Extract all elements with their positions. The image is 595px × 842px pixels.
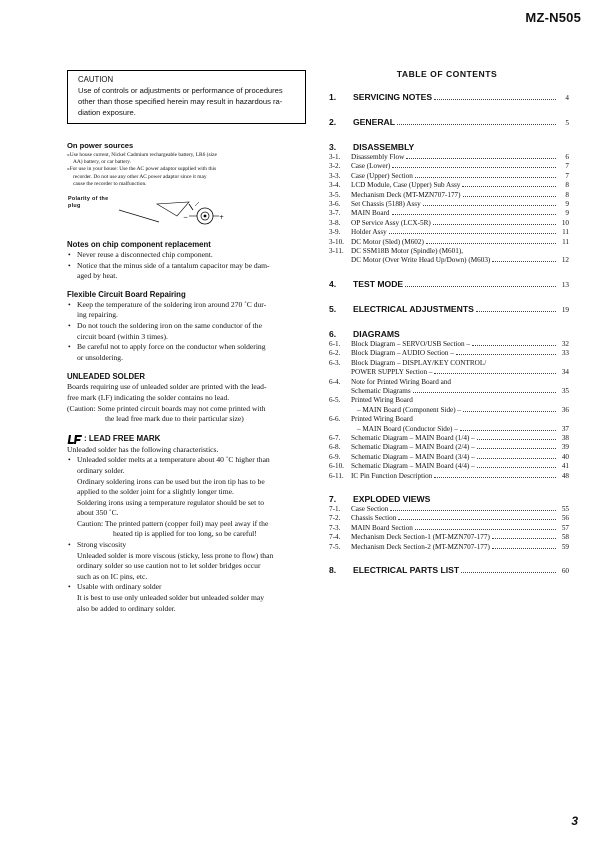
toc-item[interactable]: 6-7. Schematic Diagram – MAIN Board (1/4) – 38 — [329, 433, 569, 442]
list-item: • Unleaded solder melts at a temperature about 40 ˚C higher than ordinary solder. — [67, 455, 307, 476]
toc-exploded-items — [329, 505, 569, 552]
power-source-item: »Use house current, Nickel Cadmium rechargeable battery, LR6 (size AA) battery, or car battery. — [67, 152, 217, 166]
toc-item[interactable]: – MAIN Board (Conductor Side) – 37 — [357, 424, 569, 433]
polarity-figure — [67, 192, 307, 232]
toc-item[interactable]: 3-7. MAIN Board 9 — [329, 209, 569, 218]
flex-board-list — [67, 300, 307, 364]
caution-box — [67, 70, 306, 124]
plug-polarity-icon — [119, 192, 229, 232]
caution-title: CAUTION — [78, 75, 114, 84]
toc-section[interactable]: 8. ELECTRICAL PARTS LIST 60 — [329, 565, 569, 575]
toc-item[interactable]: 7-4. Mechanism Deck Section-1 (MT-MZN707-177) 58 — [329, 533, 569, 542]
toc-title: TABLE OF CONTENTS — [396, 69, 498, 79]
list-item: • Never reuse a disconnected chip component. — [67, 250, 307, 261]
power-sources-title: On power sources — [67, 141, 134, 150]
list-item: • Keep the temperature of the soldering iron around 270 ˚C dur- ing repairing. — [67, 300, 307, 321]
toc-section: 6. DIAGRAMS — [329, 328, 400, 339]
toc-item[interactable]: 7-3. MAIN Board Section 57 — [329, 523, 569, 532]
toc-item[interactable]: Schematic Diagrams 35 — [351, 386, 569, 395]
unleaded-text: Boards requiring use of unleaded solder are printed with the lead- free mark (LF) indicating the solder contains no lead. (Caution: Some printed circuit boards may not come printed with the lead free mark due to their particular size) — [67, 382, 267, 424]
chip-notes-list — [67, 250, 307, 282]
caution-line: diation exposure. — [78, 108, 136, 117]
toc-section[interactable]: 2. GENERAL 5 — [329, 117, 569, 127]
list-item: • Do not touch the soldering iron on the same conductor of the circuit board (within 3 times). — [67, 321, 307, 342]
power-sources-text — [67, 152, 217, 188]
toc-item[interactable]: 7-5. Mechanism Deck Section-2 (MT-MZN707-177) 59 — [329, 542, 569, 551]
toc-item[interactable]: POWER SUPPLY Section – 34 — [351, 368, 569, 377]
model-number: MZ-N505 — [525, 10, 581, 25]
toc-item[interactable]: 3-11. DC SSM18B Motor (Spindle) (M601), — [329, 247, 464, 256]
list-item: • Usable with ordinary solder — [67, 582, 307, 593]
toc-item[interactable]: 3-9. Holder Assy 11 — [329, 228, 569, 237]
toc-item[interactable]: 6-1. Block Diagram – SERVO/USB Section – 32 — [329, 339, 569, 348]
toc-item[interactable]: 3-3. Case (Upper) Section 7 — [329, 171, 569, 180]
toc — [329, 91, 569, 577]
lead-free-text: Unleaded solder has the following characteristics. • Unleaded solder melts at a temperature about 40 ˚C higher than ordinary solder. Ordinary soldering irons can be used but the iron tip has to be applied to the solder joint for a slightly longer time. Soldering irons using a temperature regulator should be set to about 350 ˚C. Caution: The printed pattern (copper foil) may peel away if the heated tip is applied for too long, so be careful! • Strong viscosity Unleaded solder is more viscous (sticky, less prone to flow) than ordinary solder so use caution not to let solder bridges occur such as on IC pins, etc. • Usable with ordinary solder It is best to use only unleaded solder but unleaded solder may also be added to ordinary solder. — [67, 445, 307, 615]
toc-section[interactable]: 1. SERVICING NOTES 4 — [329, 92, 569, 102]
toc-section: 7. EXPLODED VIEWS — [329, 493, 431, 504]
polarity-label: Polarity of the plug — [68, 196, 109, 210]
svg-text:+: + — [219, 214, 225, 222]
toc-item[interactable]: 3-2. Case (Lower) 7 — [329, 162, 569, 171]
list-item: • Be careful not to apply force on the conductor when soldering or unsoldering. — [67, 342, 307, 363]
toc-section[interactable]: 5. ELECTRICAL ADJUSTMENTS 19 — [329, 303, 569, 314]
list-item: • Notice that the minus side of a tantalum capacitor may be dam- aged by heat. — [67, 261, 307, 282]
toc-disassembly-items — [329, 153, 569, 266]
toc-item[interactable]: 3-10. DC Motor (Sled) (M602) 11 — [329, 237, 569, 246]
toc-item[interactable]: 6-2. Block Diagram – AUDIO Section – 33 — [329, 349, 569, 358]
toc-item[interactable]: 6-8. Schematic Diagram – MAIN Board (2/4) – 39 — [329, 443, 569, 452]
toc-diagrams-items — [329, 340, 569, 481]
unleaded-title: UNLEADED SOLDER — [67, 372, 145, 382]
chip-notes-title: Notes on chip component replacement — [67, 240, 211, 250]
toc-item[interactable]: 6-10. Schematic Diagram – MAIN Board (4/4) – 41 — [329, 462, 569, 471]
toc-item[interactable]: 3-1. Disassembly Flow 6 — [329, 153, 569, 161]
toc-item[interactable]: 3-6. Set Chassis (5188) Assy 9 — [329, 200, 569, 209]
toc-section: 3. DISASSEMBLY — [329, 142, 415, 152]
toc-section[interactable]: 4. TEST MODE 13 — [329, 278, 569, 289]
toc-item[interactable]: 6-3. Block Diagram – DISPLAY/KEY CONTROL/ — [329, 358, 487, 367]
caution-line: Use of controls or adjustments or performance of procedures — [78, 86, 283, 95]
page-number: 3 — [571, 814, 578, 828]
flex-board-title: Flexible Circuit Board Repairing — [67, 289, 186, 299]
toc-item[interactable]: 7-1. Case Section 55 — [329, 504, 569, 513]
toc-item[interactable]: 6-5. Printed Wiring Board — [329, 396, 413, 405]
lead-free-mark-icon — [67, 434, 83, 445]
toc-item[interactable]: 6-6. Printed Wiring Board — [329, 415, 413, 424]
caution-line: other than those specified herein may result in hazardous ra- — [78, 97, 283, 106]
svg-text:−: − — [183, 214, 189, 222]
list-item: • Strong viscosity — [67, 540, 307, 551]
toc-item[interactable]: 3-8. OP Service Assy (LCX-5R) 10 — [329, 218, 569, 227]
toc-item[interactable]: 3-4. LCD Module, Case (Upper) Sub Assy 8 — [329, 181, 569, 190]
toc-item[interactable]: 6-4. Note for Printed Wiring Board and — [329, 377, 451, 386]
power-source-item: »For use in your house: Use the AC power adaptor supplied with this recorder. Do not use any other AC power adaptor since it may cause the recorder to malfunction. — [67, 166, 217, 187]
toc-item[interactable]: – MAIN Board (Component Side) – 36 — [357, 405, 569, 414]
toc-item[interactable]: 6-11. IC Pin Function Description 48 — [329, 471, 569, 480]
left-column — [67, 70, 307, 614]
lead-free-heading: : LEAD FREE MARK — [67, 434, 307, 445]
toc-item[interactable]: 6-9. Schematic Diagram – MAIN Board (3/4) – 40 — [329, 452, 569, 461]
toc-item[interactable]: 3-5. Mechanism Deck (MT-MZN707-177) 8 — [329, 190, 569, 199]
toc-item[interactable]: DC Motor (Over Write Head Up/Down) (M603) 12 — [351, 256, 569, 265]
toc-item[interactable]: 7-2. Chassis Section 56 — [329, 514, 569, 523]
